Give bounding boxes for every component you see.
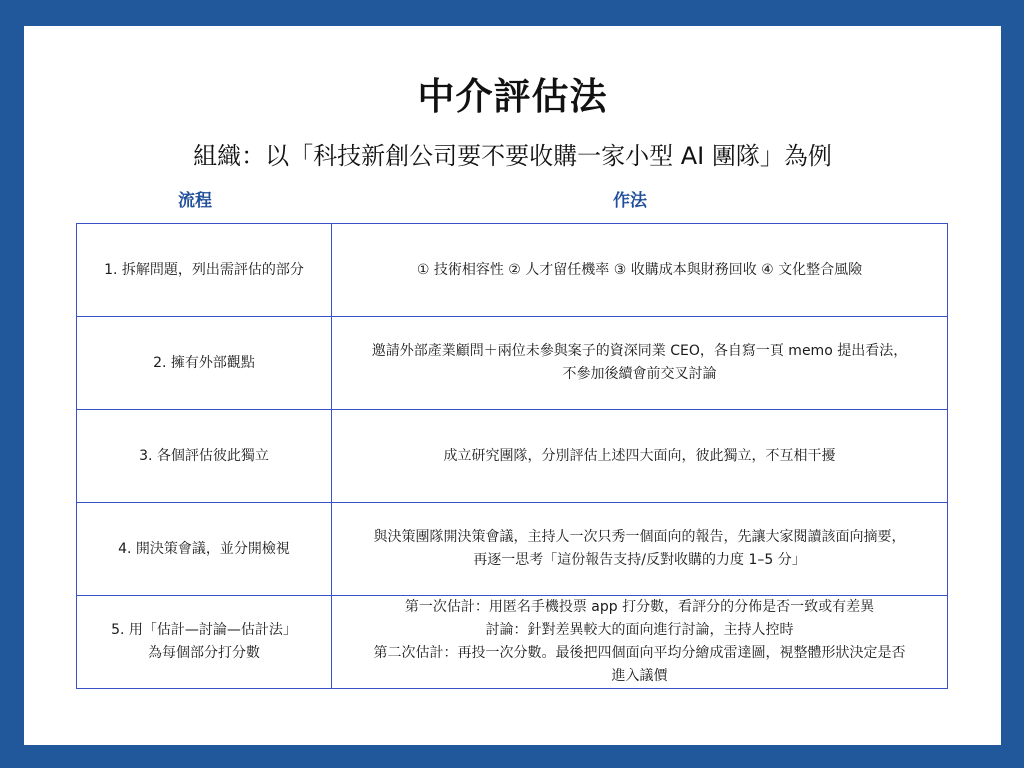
column-header-process: 流程 [178, 191, 212, 211]
step-text: 3. 各個評估彼此獨立 [139, 447, 269, 464]
table-row [77, 596, 948, 689]
method-cell [332, 224, 948, 317]
method-cell [332, 596, 948, 689]
method-text: 成立研究團隊，分別評估上述四大面向，彼此獨立，不互相干擾 [443, 447, 836, 464]
step-text: 5. 用「估計—討論—估計法」 [111, 622, 297, 638]
method-text: 與決策團隊開決策會議，主持人一次只秀一個面向的報告，先讓大家閱讀該面向摘要， [373, 529, 906, 545]
method-text: 進入議價 [611, 668, 668, 684]
step-cell [77, 224, 332, 317]
method-text: ① 技術相容性 ② 人才留任機率 ③ 收購成本與財務回收 ④ 文化整合風險 [416, 261, 863, 278]
method-text: 討論：針對差異較大的面向進行討論，主持人控時 [485, 622, 794, 638]
step-cell [77, 503, 332, 596]
process-table [76, 223, 948, 689]
column-header-method: 作法 [613, 191, 647, 211]
method-text: 第一次估計：用匿名手機投票 app 打分數，看評分的分佈是否一致或有差異 [404, 599, 875, 615]
method-text: 第二次估計：再投一次分數。最後把四個面向平均分繪成雷達圖，視整體形狀決定是否 [373, 645, 906, 661]
step-text: 4. 開決策會議，並分開檢視 [118, 540, 290, 557]
table-row [77, 503, 948, 596]
step-cell [77, 596, 332, 689]
step-text: 為每個部分打分數 [148, 645, 260, 661]
table-row [77, 410, 948, 503]
step-cell [77, 410, 332, 503]
step-text: 1. 拆解問題，列出需評估的部分 [104, 261, 304, 278]
step-text: 2. 擁有外部觀點 [153, 354, 255, 371]
method-cell [332, 317, 948, 410]
method-cell [332, 503, 948, 596]
method-text: 再逐一思考「這份報告支持/反對收購的力度 1–5 分」 [473, 552, 806, 568]
page-subtitle: 組織：以「科技新創公司要不要收購一家小型 AI 團隊」為例 [193, 142, 832, 170]
slide-card [24, 26, 1001, 745]
table-row [77, 317, 948, 410]
step-cell [77, 317, 332, 410]
table-row [77, 224, 948, 317]
method-text: 邀請外部產業顧問＋兩位未參與案子的資深同業 CEO，各自寫一頁 memo 提出看法， [371, 343, 908, 359]
page-title: 中介評估法 [417, 75, 608, 118]
method-cell [332, 410, 948, 503]
method-text: 不參加後續會前交叉討論 [562, 366, 717, 382]
